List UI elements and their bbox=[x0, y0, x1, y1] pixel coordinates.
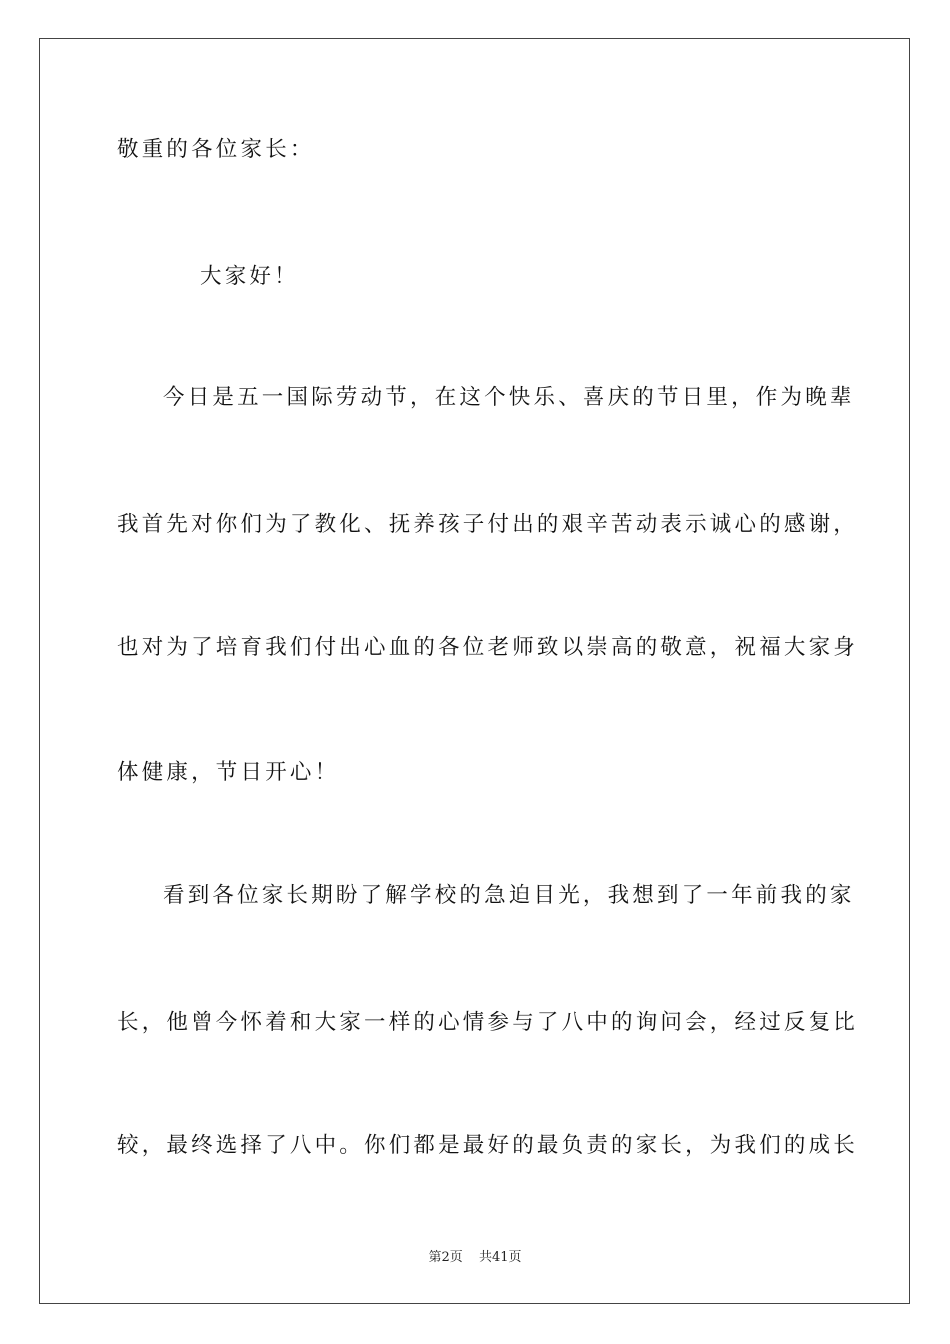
paragraph-2-line-3: 较，最终选择了八中。你们都是最好的最负责的家长，为我们的成长 bbox=[117, 1133, 859, 1158]
page-border bbox=[39, 38, 910, 1304]
paragraph-2-line-2: 长，他曾今怀着和大家一样的心情参与了八中的询问会，经过反复比 bbox=[117, 1010, 859, 1035]
salutation-text: 敬重的各位家长： bbox=[117, 137, 315, 162]
paragraph-1-line-2: 我首先对你们为了教化、抚养孩子付出的艰辛苦动表示诚心的感谢， bbox=[117, 512, 859, 537]
paragraph-1-line-4: 体健康，节日开心！ bbox=[117, 760, 340, 785]
greeting-text: 大家好！ bbox=[200, 264, 299, 289]
page-footer bbox=[0, 1246, 950, 1265]
paragraph-1-line-3: 也对为了培育我们付出心血的各位老师致以崇高的敬意，祝福大家身 bbox=[117, 635, 859, 660]
paragraph-2-line-1: 看到各位家长期盼了解学校的急迫目光，我想到了一年前我的家 bbox=[163, 883, 855, 908]
page-number: 第2页 bbox=[428, 1250, 463, 1265]
total-pages: 共41页 bbox=[478, 1250, 522, 1265]
paragraph-1-line-1: 今日是五一国际劳动节，在这个快乐、喜庆的节日里，作为晚辈 bbox=[163, 385, 855, 410]
